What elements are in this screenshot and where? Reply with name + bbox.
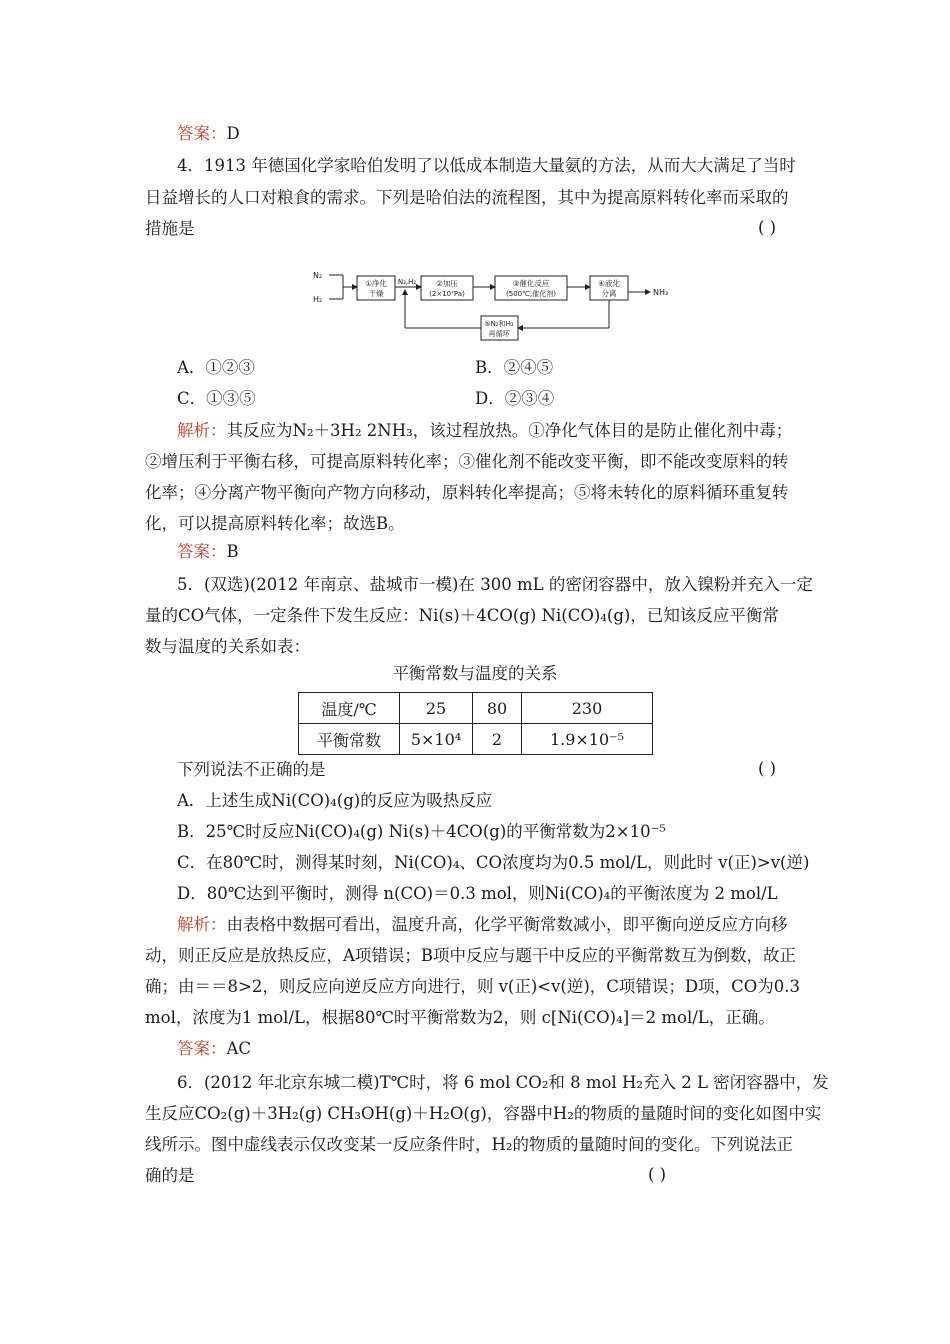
q5-line2: 量的CO气体，一定条件下发生反应：Ni(s)＋4CO(g) Ni(CO)₄(g)，已知该反应平衡常: [145, 606, 779, 625]
answer-value: B: [226, 542, 239, 561]
flow-input-n2: N₂: [313, 271, 323, 280]
flow-box-catalytic-l1: ③催化反应: [512, 279, 550, 288]
haber-process-flowchart: [305, 250, 705, 342]
q4-explanation-l2: ②增压利于平衡右移，可提高原料转化率；③催化剂不能改变平衡，即不能改变原料的转: [145, 452, 789, 471]
q5-option-d: D．80℃达到平衡时，测得 n(CO)＝0.3 mol，则Ni(CO)₄的平衡浓度为 2 mol/L: [177, 884, 778, 903]
flow-input-h2: H₂: [313, 295, 323, 304]
table-row: [299, 724, 653, 755]
flow-box-purify-l2: 干燥: [368, 289, 384, 298]
q4-option-d: D．②③④: [475, 389, 555, 408]
table-caption: 平衡常数与温度的关系: [392, 664, 558, 683]
q4-explanation-l3: 化率；④分离产物平衡向产物方向移动，原料转化率提高；⑤将未转化的原料循环重复转: [145, 483, 789, 502]
flow-box-liquefy-l2: 分离: [601, 289, 617, 298]
q5-option-c: C．在80℃时，测得某时刻，Ni(CO)₄、CO浓度均为0.5 mol/L，则此时 v(正)>v(逆): [177, 853, 810, 872]
equilibrium-constant-table: [298, 692, 653, 755]
explanation-text: 其反应为N₂＋3H₂ 2NH₃，该过程放热。①净化气体目的是防止催化剂中毒；: [226, 421, 793, 440]
flow-box-catalytic-l2: (500℃,催化剂): [506, 290, 556, 298]
q6-line1: 6．(2012 年北京东城二模)T℃时，将 6 mol CO₂和 8 mol H₂充入 2 L 密闭容器中，发: [177, 1073, 829, 1092]
explanation-label: 解析：: [177, 915, 227, 934]
q4-option-b: B．②④⑤: [475, 358, 554, 377]
flow-box-recycle-l1: ⑤N₂和H₂: [484, 320, 514, 328]
q5-option-a: A．上述生成Ni(CO)₄(g)的反应为吸热反应: [177, 791, 493, 810]
answer-4: [177, 541, 239, 563]
q6-line3: 线所示。图中虚线表示仅改变某一反应条件时，H₂的物质的量随时间的变化。下列说法正: [145, 1135, 794, 1154]
table-header-cell: 25: [400, 693, 473, 724]
q4-option-a: A．①②③: [177, 358, 255, 377]
flow-box-recycle-l2: 再循环: [488, 330, 510, 338]
table-cell: 平衡常数: [299, 724, 400, 755]
flow-output-nh3: NH₃: [653, 288, 669, 297]
q4-line1: 4．1913 年德国化学家哈伯发明了以低成本制造大量氨的方法，从而大大满足了当时: [177, 156, 796, 175]
explanation-label: 解析：: [177, 421, 227, 440]
table-cell: 5×10⁴: [400, 724, 473, 755]
table-header-cell: 230: [522, 693, 653, 724]
q4-line3: 措施是: [145, 219, 195, 238]
explanation-text: 由表格中数据可看出，温度升高，化学平衡常数减小，即平衡向逆反应方向移: [226, 915, 788, 934]
answer-blank: ( ): [758, 759, 777, 778]
flow-box-compress-l1: ②加压: [436, 279, 458, 288]
table-header-cell: 80: [473, 693, 522, 724]
q5-explanation-l4: mol，浓度为1 mol/L，根据80℃时平衡常数为2，则 c[Ni(CO)₄]＝2 mol/L，正确。: [145, 1008, 775, 1027]
q5-explanation-l1: [177, 914, 788, 936]
q5-option-b: B．25℃时反应Ni(CO)₄(g) Ni(s)＋4CO(g)的平衡常数为2×10⁻⁵: [177, 822, 666, 841]
flow-box-compress-l2: (2×10⁷Pa): [429, 290, 465, 298]
q5-explanation-l2: 动，则正反应是放热反应，A项错误；B项中反应与题干中反应的平衡常数互为倒数，故正: [145, 946, 797, 965]
q6-line2: 生反应CO₂(g)＋3H₂(g) CH₃OH(g)＋H₂O(g)，容器中H₂的物质的量随时间的变化如图中实: [145, 1104, 822, 1123]
q4-option-c: C．①③⑤: [177, 389, 256, 408]
answer-label: 答案：: [177, 1039, 227, 1058]
answer-label: 答案：: [177, 124, 227, 143]
q5-line1: 5．(双选)(2012 年南京、盐城市一模)在 300 mL 的密闭容器中，放入镍粉并充入一定: [177, 575, 813, 594]
table-cell: 1.9×10⁻⁵: [522, 724, 653, 755]
q4-explanation-l1: [177, 420, 792, 442]
answer-label: 答案：: [177, 542, 227, 561]
flow-mix-label: N₂,H₂: [397, 278, 417, 286]
q5-line3: 数与温度的关系如表：: [145, 637, 310, 656]
answer-3: [177, 123, 240, 145]
q5-stem: 下列说法不正确的是: [177, 760, 326, 779]
answer-blank: ( ): [648, 1165, 667, 1184]
q6-line4: 确的是: [145, 1166, 195, 1185]
q4-explanation-l4: 化，可以提高原料转化率；故选B。: [145, 514, 405, 533]
answer-value: AC: [226, 1039, 252, 1058]
answer-5: [177, 1038, 251, 1060]
q4-line2: 日益增长的人口对粮食的需求。下列是哈伯法的流程图，其中为提高原料转化率而采取的: [145, 188, 789, 207]
answer-blank: ( ): [758, 218, 777, 237]
table-cell: 2: [473, 724, 522, 755]
answer-value: D: [226, 124, 240, 143]
flow-box-liquefy-l1: ④液化: [598, 279, 620, 288]
table-row: [299, 693, 653, 724]
q5-explanation-l3: 确；由＝＝8>2，则反应向逆反应方向进行，则 v(正)<v(逆)，C项错误；D项，CO为0.3: [145, 977, 801, 996]
flow-box-purify-l1: ①净化: [365, 279, 387, 288]
table-header-cell: 温度/℃: [299, 693, 400, 724]
